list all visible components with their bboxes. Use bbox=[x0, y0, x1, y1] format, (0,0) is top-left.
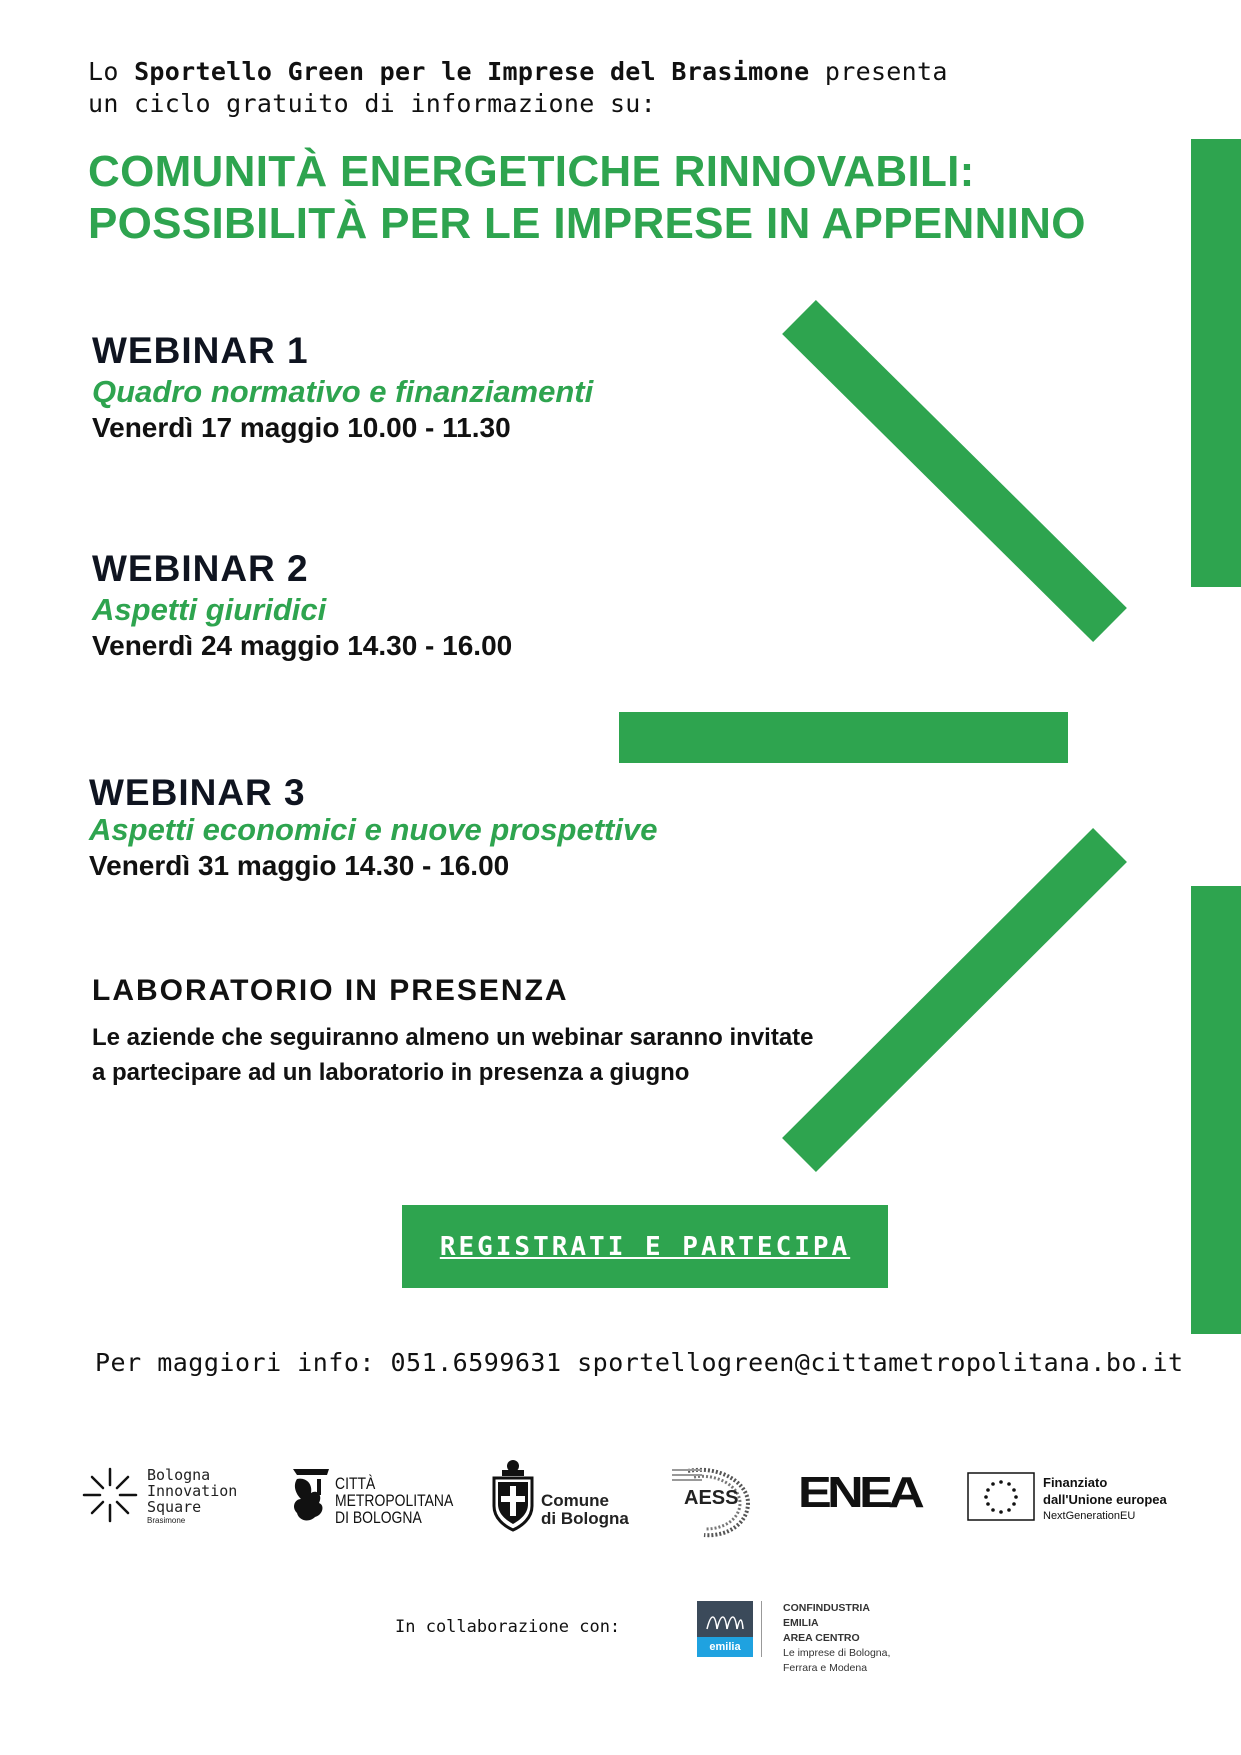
bologna-innovation-square-logo: Bologna Innovation Square Brasimone bbox=[80, 1463, 250, 1525]
webinar-3 bbox=[89, 772, 657, 882]
webinar-1 bbox=[92, 330, 593, 444]
webinar-2 bbox=[92, 548, 512, 662]
register-button-label: REGISTRATI E PARTECIPA bbox=[439, 1231, 851, 1262]
aess-logo: AESS bbox=[668, 1463, 758, 1539]
eu-flag-icon bbox=[967, 1472, 1037, 1522]
register-button[interactable] bbox=[402, 1205, 888, 1288]
comune-bologna-logo: Comune di Bologna bbox=[488, 1458, 638, 1534]
eu-funding-logo: Finanziato dall'Unione europea NextGenerationEU bbox=[967, 1472, 1197, 1522]
right-bar-bottom bbox=[1191, 886, 1241, 1334]
page-title: COMUNITÀ ENERGETICHE RINNOVABILI: POSSIBILITÀ PER LE IMPRESE IN APPENNINO bbox=[88, 147, 1086, 248]
webinar-date: Venerdì 24 maggio 14.30 - 16.00 bbox=[92, 630, 513, 661]
citta-metropolitana-logo: CITTÀ METROPOLITANA DI BOLOGNA bbox=[287, 1465, 447, 1535]
lab-title: LABORATORIO IN PRESENZA bbox=[92, 974, 569, 1007]
contact-info: Per maggiori info: 051.6599631 sportellogreen@cittametropolitana.bo.it bbox=[95, 1348, 1184, 1377]
intro-text: Lo Sportello Green per le Imprese del Brasimone presenta un ciclo gratuito di informazione su: bbox=[88, 57, 948, 118]
lion-icon bbox=[287, 1465, 335, 1527]
webinar-heading: WEBINAR 3 bbox=[89, 772, 306, 813]
webinar-date: Venerdì 17 maggio 10.00 - 11.30 bbox=[92, 412, 511, 443]
webinar-topic: Aspetti economici e nuove prospettive bbox=[89, 812, 658, 847]
confindustria-logo: emilia CONFINDUSTRIA EMILIA AREA CENTRO Le imprese di Bologna, Ferrara e Modena bbox=[697, 1601, 907, 1661]
confindustria-badge: emilia bbox=[697, 1601, 753, 1657]
diagonal-bar-down bbox=[799, 317, 1110, 625]
enea-logo: ENEA bbox=[798, 1468, 921, 1517]
webinar-heading: WEBINAR 1 bbox=[92, 330, 309, 371]
building-icon bbox=[705, 1607, 745, 1631]
horizontal-bar bbox=[619, 712, 1068, 763]
diagonal-bar-up bbox=[799, 845, 1110, 1155]
webinar-topic: Quadro normativo e finanziamenti bbox=[92, 374, 594, 409]
organizer-name: Sportello Green per le Imprese del Brasimone bbox=[134, 57, 810, 86]
sunburst-icon bbox=[80, 1465, 140, 1525]
collaboration-label: In collaborazione con: bbox=[395, 1617, 621, 1637]
webinar-topic: Aspetti giuridici bbox=[92, 592, 327, 627]
webinar-heading: WEBINAR 2 bbox=[92, 548, 309, 589]
coat-of-arms-icon bbox=[488, 1458, 538, 1534]
lab-description: Le aziende che seguiranno almeno un webinar saranno invitate a partecipare ad un laboratorio in presenza a giugno bbox=[92, 1024, 814, 1086]
right-bar-top bbox=[1191, 139, 1241, 587]
webinar-date: Venerdì 31 maggio 14.30 - 16.00 bbox=[89, 850, 510, 881]
